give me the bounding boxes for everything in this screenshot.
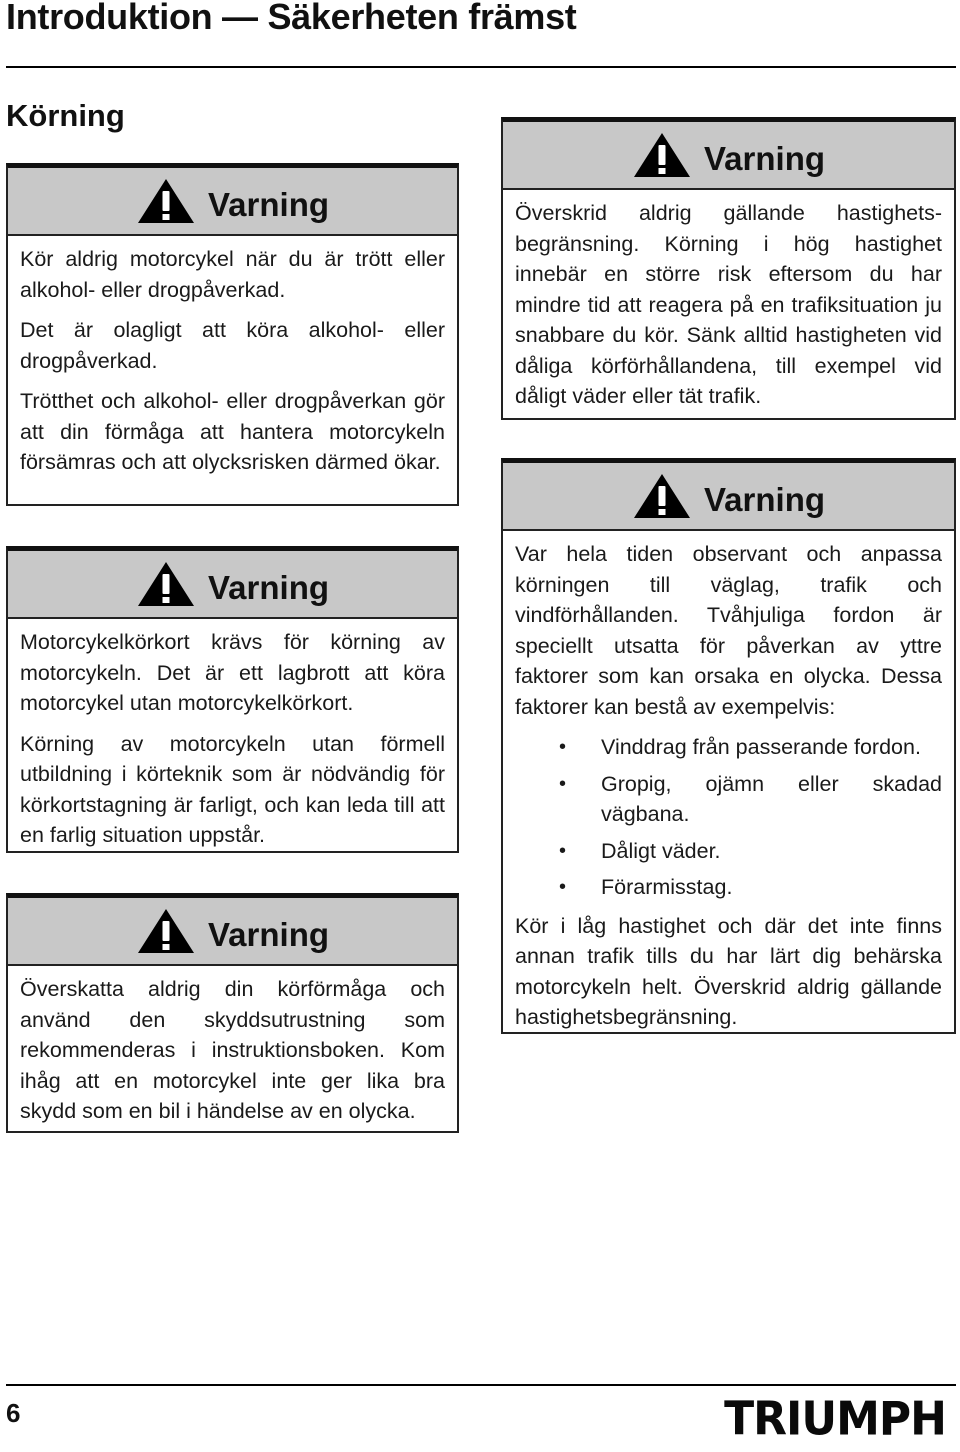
warning-box-protective-gear — [6, 893, 459, 1133]
warning-box-license — [6, 546, 459, 853]
header-divider — [6, 66, 956, 68]
list-item: • Gropig, ojämn eller skadad vägbana. — [515, 769, 942, 830]
warning-body — [8, 966, 457, 1137]
list-item: • Vinddrag från passerande fordon. — [515, 732, 942, 763]
warning-body — [503, 531, 954, 1043]
warning-paragraph: Överskatta aldrig din körförmåga och använd den skyddsutrustning som rekommenderas i instruktionsboken. Kom ihåg att en motorcykel inte ger lika bra skydd som en bil i händelse av en olycka. — [20, 977, 445, 1123]
warning-box-speed-limit — [501, 117, 956, 420]
warning-header — [503, 463, 954, 531]
page-header-title: Introduktion — Säkerheten främst — [6, 0, 577, 37]
warning-title: Varning — [207, 916, 330, 953]
warning-paragraph: Det är olagligt att köra alkohol- eller drogpåverkad. — [20, 318, 445, 373]
list-item: • Förarmisstag. — [515, 872, 942, 903]
warning-paragraph: Körning av motorcykeln utan förmell utbildning i körteknik som är nödvändig för körkortstagning är farligt, och kan leda till att en farlig situation uppstår. — [20, 731, 445, 847]
warning-header — [8, 898, 457, 966]
warning-title: Varning — [703, 481, 826, 518]
warning-paragraph: Motorcykelkörkort krävs för körning av motorcykeln. Det är ett lagbrott att köra motorcykel utan motorcykelkörkort. — [20, 630, 445, 715]
warning-header — [8, 551, 457, 619]
page-number: 6 — [6, 1398, 21, 1428]
triumph-logo: TRIUMPH — [724, 1392, 946, 1447]
warning-paragraph: Överskrid aldrig gällande hastighets-begränsning. Körning i hög hastighet innebär en större risk eftersom du har mindre tid att reagera på en trafiksituation ju snabbare du kör. Sänk alltid hastigheten vid dåliga körförhållandena, till exempel vid dåligt väder eller tät trafik. — [515, 201, 942, 408]
bullet-list — [515, 732, 942, 903]
warning-paragraph: Kör i låg hastighet och där det inte finns annan trafik tills du har lärt dig behärska motorcykeln helt. Överskrid aldrig gällande hastighetsbegränsning. — [515, 913, 942, 1029]
footer-divider — [6, 1384, 956, 1386]
warning-box-road-conditions — [501, 458, 956, 1034]
warning-body — [8, 619, 457, 861]
warning-paragraph: Trötthet och alkohol- eller drogpåverkan gör att din förmåga att hantera motorcykeln försämras och att olycksrisken därmed ökar. — [20, 389, 445, 474]
warning-title: Varning — [207, 186, 330, 223]
warning-title: Varning — [703, 140, 826, 177]
warning-paragraph: Kör aldrig motorcykel när du är trött eller alkohol- eller drogpåverkad. — [20, 247, 445, 302]
warning-triangle-icon — [632, 131, 692, 179]
warning-paragraph: Var hela tiden observant och anpassa körningen till väglag, trafik och vindförhållanden. Tvåhjuliga fordon är speciellt utsatta för påverkan av yttre faktorer som kan orsaka en olycka. Dessa faktorer kan bestå av exempelvis: — [515, 542, 942, 719]
warning-title: Varning — [207, 569, 330, 606]
warning-header — [503, 122, 954, 190]
list-item: • Dåligt väder. — [515, 836, 942, 867]
warning-triangle-icon — [632, 472, 692, 520]
warning-triangle-icon — [136, 560, 196, 608]
warning-header — [8, 168, 457, 236]
warning-body — [503, 190, 954, 422]
warning-body — [8, 236, 457, 488]
warning-triangle-icon — [136, 177, 196, 225]
section-title: Körning — [6, 98, 125, 133]
warning-triangle-icon — [136, 907, 196, 955]
warning-box-drunk-driving — [6, 163, 459, 506]
